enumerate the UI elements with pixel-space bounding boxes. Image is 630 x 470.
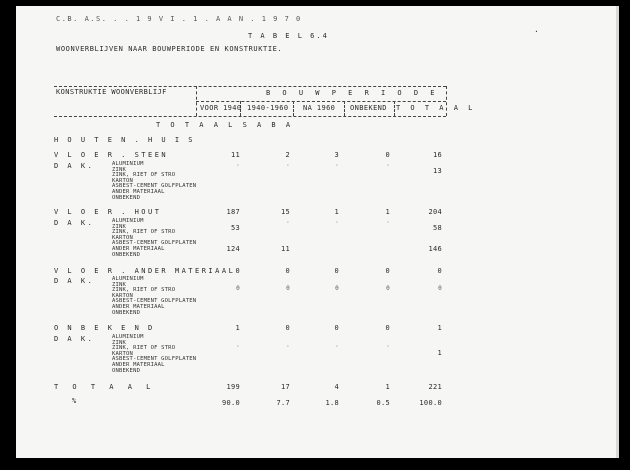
cell: · [286,343,290,350]
row-dak-label: D A K. [54,219,95,227]
col-na-1960: NA 1960 [303,104,336,112]
cell: 0 [334,324,339,332]
cell: 1 [235,324,240,332]
percent-cell: 7.7 [276,399,290,407]
cell: 53 [230,224,240,232]
col-onbekend: ONBEKEND [350,104,387,112]
col-divider [293,101,294,116]
row-dak-label: D A K. [54,162,95,170]
row-header-label: KONSTRUKTIE WOONVERBLIJF [56,88,167,96]
dak-items-list: ALUMINIUM ZINK ZINK, RIET OF STRO KARTON ASBEST-CEMENT GOLFPLATEN ANDER MATERIAAL ONBEKEND [112,276,197,316]
cell: · [335,162,339,169]
cell: · [286,219,290,226]
section-onbekend: O N B E K E N D [54,324,155,332]
cell: 0 [437,267,442,275]
cell: 0 [385,151,390,159]
cell: · [386,219,390,226]
dak-items-list: ALUMINIUM ZINK ZINK, RIET OF STRO KARTON ASBEST-CEMENT GOLFPLATEN ANDER MATERIAAL ONBEKEND [112,161,197,201]
col-1940-1960: 1940-1960 [247,104,289,112]
cell: 15 [280,208,290,216]
table-subtitle: WOONVERBLIJVEN NAAR BOUWPERIODE EN KONSTRUKTIE. [56,45,283,53]
cell: 0 [385,324,390,332]
total-cell: 221 [428,383,442,391]
cell: · [286,162,290,169]
cell: 11 [280,245,290,253]
cell: 0 [286,285,290,292]
cell: 58 [432,224,442,232]
percent-cell: 100.0 [419,399,442,407]
cell: 16 [432,151,442,159]
cell: 187 [226,208,240,216]
cell: 1 [334,208,339,216]
tabel-label: T A B E L 6.4 [248,32,329,40]
cell: 1 [437,324,442,332]
row-vloer-hout-label: V L O E R . HOUT [54,208,162,216]
cell: 0 [235,267,240,275]
cell: 3 [334,151,339,159]
cell: 0 [385,267,390,275]
row-dak-label: D A K. [54,277,95,285]
cell: · [335,219,339,226]
col-totaal: T O T A A L [396,104,476,112]
section-houten-huis: H O U T E N . H U I S [54,136,196,144]
cell: 0 [285,267,290,275]
dak-items-list: ALUMINIUM ZINK ZINK, RIET OF STRO KARTON ASBEST-CEMENT GOLFPLATEN ANDER MATERIAAL ONBEKEND [112,334,197,374]
row-vloer-steen-label: V L O E R . STEEN [54,151,169,159]
row-vloer-ander-label: V L O E R . ANDER MATERIAAL [54,267,236,275]
total-cell: 4 [334,383,339,391]
cell: 0 [334,267,339,275]
row-dak-label: D A K. [54,335,95,343]
cell: 0 [285,324,290,332]
cell: 146 [428,245,442,253]
col-divider [344,101,345,116]
percent-label: % [72,397,79,405]
cell: · [335,343,339,350]
total-cell: 1 [385,383,390,391]
cell: 204 [428,208,442,216]
cell: 0 [438,285,442,292]
scanned-page [16,6,619,458]
cell: · [236,343,240,350]
cell: 2 [285,151,290,159]
cell: · [236,162,240,169]
cell: 13 [432,167,442,175]
corner-mark: · [534,27,540,36]
cell: 0 [236,285,240,292]
dak-items-list: ALUMINIUM ZINK ZINK, RIET OF STRO KARTON ASBEST-CEMENT GOLFPLATEN ANDER MATERIAAL ONBEKEND [112,218,197,258]
total-cell: 199 [226,383,240,391]
cell: · [386,162,390,169]
cell: 1 [385,208,390,216]
table-header-bottom-rule [54,116,446,117]
percent-cell: 1.8 [325,399,339,407]
cell: 1 [437,349,442,357]
cell: 124 [226,245,240,253]
totaal-label: T O T A A L [54,383,156,391]
group-header: B O U W P E R I O D E [266,89,439,97]
percent-cell: 90.0 [221,399,240,407]
col-divider [394,101,395,116]
cell: 11 [230,151,240,159]
col-divider [196,86,197,116]
header-top-line: C.B. A.S. . . 1 9 V I . 1 . A A N . 1 9 7 0 [56,15,302,23]
total-cell: 17 [280,383,290,391]
cell: 0 [335,285,339,292]
group-rule [196,101,446,102]
col-voor-1940: VOOR 1940 [200,104,242,112]
percent-cell: 0.5 [376,399,390,407]
cell: · [386,343,390,350]
section-title: T O T A A L S A B A [156,121,294,129]
table-top-rule [54,86,446,87]
cell: 0 [386,285,390,292]
